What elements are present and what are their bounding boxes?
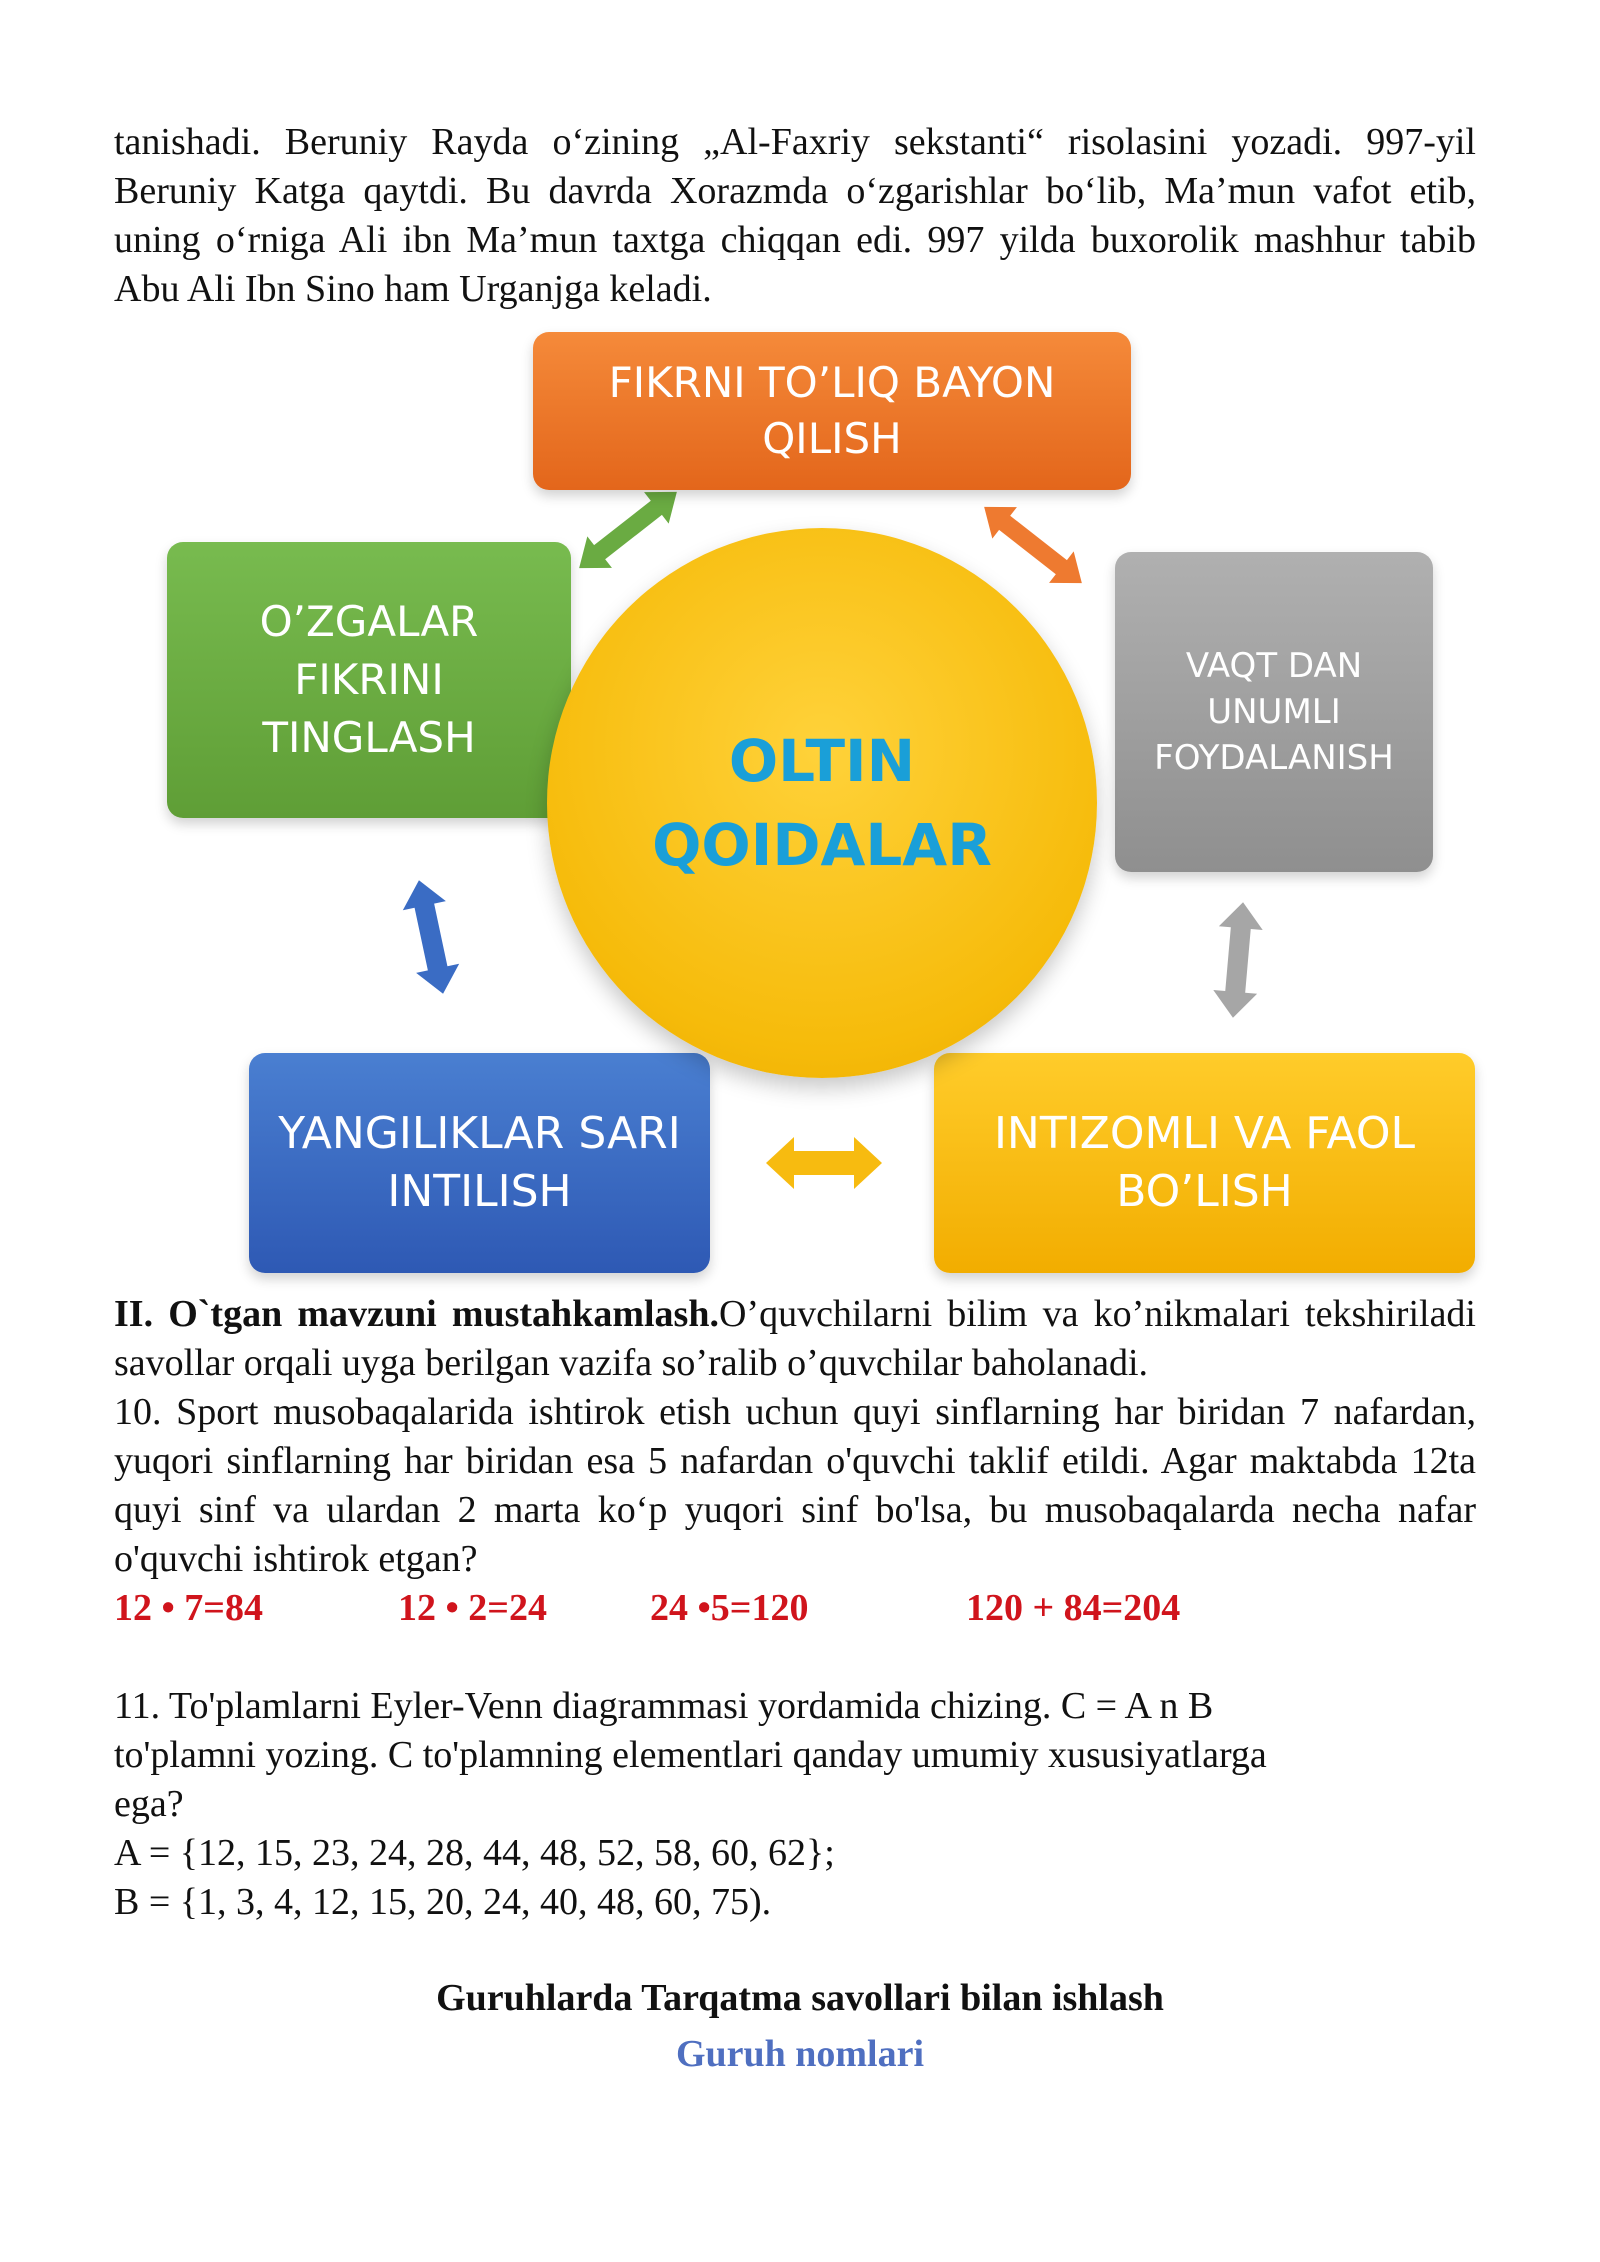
rule-top-line2: QILISH: [762, 414, 902, 463]
golden-rules-diagram: [0, 320, 1600, 1290]
section2-paragraph: [114, 1290, 1476, 1388]
set-a: A = {12, 15, 23, 24, 28, 44, 48, 52, 58, 60, 62};: [114, 1832, 835, 1874]
answer-2: 12 • 2=24: [398, 1587, 547, 1629]
rule-box-bottom-right: [934, 1053, 1475, 1273]
rule-left-line2: FIKRINI: [294, 655, 444, 704]
rule-left-line3: TINGLASH: [262, 713, 476, 762]
rule-bottom-left-line2: INTILISH: [387, 1166, 572, 1217]
rule-right-line3: FOYDALANISH: [1154, 738, 1394, 778]
arrow-blue: [397, 876, 464, 999]
arrow-yellow: [766, 1137, 882, 1189]
center-circle: [547, 528, 1097, 1078]
center-line2: QOIDALAR: [652, 811, 992, 879]
answer-3: 24 •5=120: [650, 1587, 809, 1629]
section2-heading: II. O`tgan mavzuni mustahkamlash.: [114, 1293, 719, 1335]
problem11-line2: to'plamni yozing. C to'plamning elementlari qanday umumiy xususiyatlarga: [114, 1734, 1267, 1776]
group-subtitle: Guruh nomlari: [675, 2033, 925, 2075]
rule-bottom-left-line1: YANGILIKLAR SARI: [278, 1108, 681, 1159]
rule-right-line2: UNUMLI: [1207, 692, 1341, 732]
rule-left-line1: O’ZGALAR: [259, 597, 479, 646]
rule-box-bottom-left: [249, 1053, 710, 1273]
rule-bottom-right-line1: INTIZOMLI VA FAOL: [993, 1108, 1416, 1159]
rule-right-line1: VAQT DAN: [1185, 646, 1363, 686]
intro-paragraph: tanishadi. Beruniy Rayda o‘zining „Al-Faxriy sekstanti“ risolasini yozadi. 997-yil Beruniy Katga qaytdi. Bu davrda Xorazmda o‘zgarishlar bo‘lib, Ma’mun vafot etib, uning o‘rniga Ali ibn Ma’mun taxtga chiqqan edi. 997 yilda buxorolik mashhur tabib Abu Ali Ibn Sino ham Urganjga keladi.: [114, 121, 1476, 310]
problem11-line1: 11. To'plamlarni Eyler-Venn diagrammasi yordamida chizing. C = A n B: [114, 1685, 1214, 1727]
rule-box-left: [167, 542, 571, 818]
section2-text: O’quvchilarni bilim va ko’nikmalari tekshiriladi savollar orqali uyga berilgan vazifa so’ralib o’quvchilar baholanadi.: [114, 1293, 1476, 1384]
rule-box-top: [533, 332, 1131, 490]
rule-top-line1: FIKRNI TO’LIQ BAYON: [608, 358, 1056, 407]
center-line1: OLTIN: [728, 727, 916, 795]
arrow-orange: [972, 491, 1094, 599]
answer-1: 12 • 7=84: [114, 1587, 263, 1629]
problem11-line3: ega?: [114, 1783, 184, 1825]
answer-4: 120 + 84=204: [966, 1587, 1181, 1629]
arrow-green: [567, 476, 689, 584]
arrow-gray: [1211, 900, 1265, 1019]
problem10-text: 10. Sport musobaqalarida ishtirok etish uchun quyi sinflarning har biridan 7 nafardan, yuqori sinflarning har biridan esa 5 nafardan o'quvchi taklif etildi. Agar maktabda 12ta quyi sinf va ulardan 2 marta ko‘p yuqori sinf bo'lsa, bu musobaqalarda necha nafar o'quvchi ishtirok etgan?: [114, 1391, 1476, 1580]
rule-bottom-right-line2: BO’LISH: [1116, 1166, 1293, 1217]
rule-box-right: [1115, 552, 1433, 872]
group-title: Guruhlarda Tarqatma savollari bilan ishlash: [436, 1977, 1164, 2019]
set-b: B = {1, 3, 4, 12, 15, 20, 24, 40, 48, 60, 75).: [114, 1881, 772, 1923]
